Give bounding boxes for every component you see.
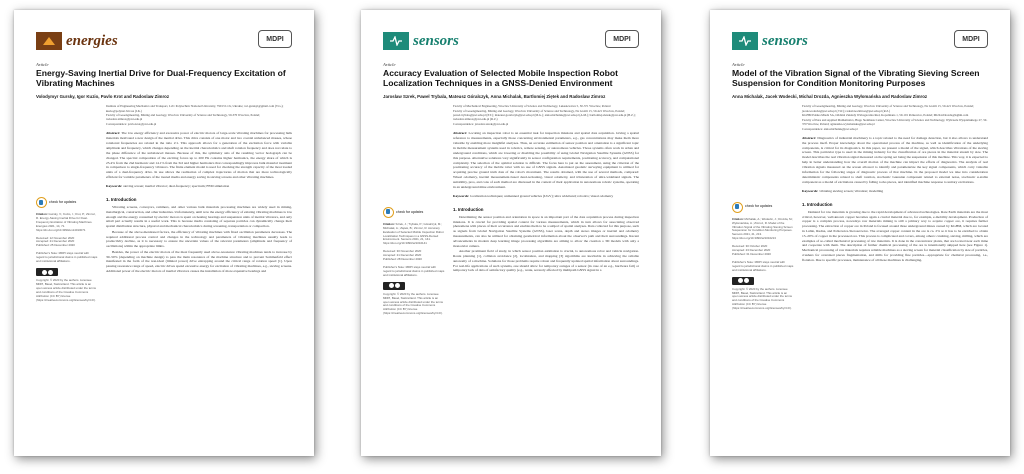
check-updates-icon [383,207,394,218]
article-sidebar [732,202,794,315]
publisher-logo: MDPI [954,30,988,48]
published-date: Published: 25 December 2020 [36,243,75,248]
received-date: Received: 30 October 2020 [732,244,768,249]
affiliation-1: Institute of Engineering Mechanics and Transport, Lviv Polytechnic National University, 79013 Lviv, Ukraine; vol.gurskyi@gmail.com (V.G.); kuzio@polynet.lviv.ua (I.K.) [106,104,284,113]
article-sidebar [383,207,445,320]
abstract [106,131,292,180]
citation [36,213,98,233]
keywords [453,194,639,199]
citation-label: Citation: [383,221,395,226]
keywords [802,189,988,194]
paragraph: Determining the sensor position and orientation in space is an important part of the data acquisition process during inspection missions. It is crucial for providing spatial context for various measurements, which in turn allows for associating observed phenomena with places of their occurrence and enables them to be a subject of spatial analyses. Data collected for this purpose, such as signals from Global Navigation Satellite Systems (GNSS), laser scans, depth and stereo images or inertial and odometry measurements, can also be utilized for obtaining geometrical information about the observer's path and their surroundings. Recent advancements in modern deep learning image processing algorithms are aiming to allow the creation o 3D models with only a monocular camera. [453,214,639,248]
journal-name: sensors [762,32,808,49]
keywords-label: Keywords: [453,193,470,198]
copyright-notice: Copyright: © 2020 by the authors. Licensee MDPI, Basel, Switzerland. This article is an open access article distributed under the terms and conditions of the Creative Commons Attribution (CC BY) license (https://creativecommons.org/licenses/by/4.0/). [383,291,443,316]
cc-by-icon [383,282,405,290]
publisher-logo: MDPI [258,30,292,48]
cc-by-icon [732,277,754,285]
abstract [802,136,988,185]
sensors-logo-icon [732,32,758,50]
keywords-text: vibrating sieving screen; vibration; modelling [819,188,884,193]
affiliations [453,104,639,126]
journal-logo [36,32,118,50]
article-type: Article [732,62,745,67]
article-sidebar [36,197,98,306]
author-list: Volodymyr Gursky, Igor Kuzio, Pavlo Krot and Radoslaw Zimroz [36,93,170,99]
article-title: Model of the Vibration Signal of the Vibrating Sieving Screen Suspension for Condition Monitoring Purposes [732,68,980,89]
affiliation-4: Correspondence: anna.michalak@pwr.edu.pl [802,126,858,131]
check-updates-label: check for updates [49,199,77,204]
check-updates-badge[interactable] [732,202,794,213]
paper-page-sensors-vibration [710,10,1010,456]
check-updates-label: check for updates [745,204,773,209]
affiliations [106,104,292,126]
publisher-note: Publisher's Note: MDPI stays neutral with regard to jurisdictional claims in published maps and institutional affiliations. [732,259,794,272]
abstract [453,131,639,190]
check-updates-badge[interactable] [36,197,98,208]
publisher-note: Publisher's Note: MDPI stays neutral with regard to jurisdictional claims in published maps and institutional affiliations. [36,251,98,264]
copyright-notice: Copyright: © 2020 by the authors. Licensee MDPI, Basel, Switzerland. This article is an open access article distributed under the terms and conditions of the Creative Commons Attribution (CC BY) license (https://creativecommons.org/licenses/by/4.0/). [732,286,792,311]
affiliation-2: Faculty of Geoengineering, Mining and Geology, Wroclaw University of Science and Technology, 50-370 Wroclaw, Poland; radoslaw.zimroz@pwr.edu.pl [106,113,260,122]
paragraph: Besides, the power of the electric motors of the most frequently used above-resonance vibrating machines tends to increase by 30–50% (depending on machine design) to pass the main resonance of the machine structure and to prevent Sommerfeld effect manifested in the form of the non-ideal (limited power) drive entrapping around the critical range of rotation speed [1]. Upon passing resonance range of speed, electric drives spend excessive energy for excitation of vibrating machines, e.g., sieving screens. Additional power of the electric motors of inertial vibrators causes the installation of more expensive bearings and [106,249,292,273]
check-updates-icon [732,202,743,213]
accepted-date: Accepted: 23 December 2020 [732,248,771,253]
accepted-date: Accepted: 21 December 2020 [36,239,75,244]
citation-text: Gursky, V.; Kuzio, I.; Krot, P.; Zimroz, R. Energy-Saving Inertial Drive for Dual-Frequency Excitation of Vibrating Machines. Energies 2021, 14, 71. https://dx.doi.org/10.3390/en14010071 [36,212,96,232]
citation-label: Citation: [36,212,48,217]
published-date: Published: 31 December 2020 [732,251,771,256]
page-header [732,30,988,56]
article-type: Article [36,62,49,67]
affiliation-3: Correspondence: pavlo.krot@pwr.edu.pl [106,121,157,126]
body-text-column [106,197,292,306]
check-updates-badge[interactable] [383,207,445,218]
dates [36,237,98,249]
article-type: Article [383,62,396,67]
affiliation-2: KGHM Polska Miedz SA, Oddzial Zaklady Wzbogacania Rud, Kopalniana 1, 59-101 Polkowice, Poland; Michal.Drozda@kghm.com [802,113,969,118]
paper-page-energies [14,10,314,456]
received-date: Received: 12 November 2020 [36,235,75,240]
citation [732,218,794,241]
check-updates-icon [36,197,47,208]
paragraph: Demand for raw materials is growing due to the rapid development of advanced technologies. Rare Earth materials are the most critical, however, well-known copper becomes again a crucial material due to, for example, e-mobility development. Production of copper is a complex process, nowadays raw materials mining is still a primary way to acquire copper ore, it requires further processing. The extraction of copper ore in Poland is focused around three underground mines owned by KGHM, which are located in Lubin, Rudna, and Polkowice-Sieroszowice. The averaged copper content in the ore is ca. 2% so it has to be enriched to obtain 15–20% of copper in the processed ore. This process is complicated and covers, among others: crushing, sieving, milling, which are examples of so-called mechanical processing of raw materials. It is done in the concentrator plants, that are located near each mine and cooperate with them. The description of further chemical processing of the ore is intentionally skipped here (see Figure 1). Mechanical processing of raw materials requires reliable machines as a sieving screen for material classification by size of particles, crushers for oversized pieces fragmentation, and mills for providing fine particles—appropriate for chemical processing, i.e., flotation. Due to specific processes, maintenance of all these machines is challenging. [802,209,988,262]
keywords-text: sieving screen; inertial vibrator; dual-frequency; spectrum; FEM simulation [123,184,230,189]
section-heading: 1. Introduction [453,206,484,212]
author-list: Anna Michalak, Jacek Wodecki, Michal Drozda, Agnieszka Wyłomańska and Radoslaw Zimroz [732,93,928,99]
keywords-label: Keywords: [106,184,123,189]
journal-name: energies [66,32,118,49]
abstract-text: The low energy efficiency and excessive power of electric motors of large-scale vibrating machines for processing bulk materials motivated a new design of the inertial drive. This drive consists of one motor and two coaxial unbalanced masses, whose rotational frequencies are related in the ratio 2:1. This approach allows for a generation of the excitation force with variable amplitude and frequency, which changes depending on the inertial characteristics and shaft rotation frequency and does not relate to the phase difference of the unbalanced masses. Because of this, the symmetry axis of the resulting vector hodograph can be changed. The spectral composition of the exciting forces up to 200 Hz contains higher harmonics, the energy share of which is 25.4% from the 2nd harmonic and 14.1% from the 3rd and higher harmonics that correspondingly improves bulk material treatment in comparison to single-frequency vibrators. The finite element model is used for checking the strength capacity of the most loaded units of a dual-frequency drive. In use allows the realization of complex trajectories of motion that are more technologically efficient for variable parameters of the treated media and energy saving in sieving screens and other vibrating machines. [106,131,293,180]
abstract-label: Abstract: [802,135,817,140]
sensors-logo-icon [383,32,409,50]
dates [732,245,794,257]
section-heading: 1. Introduction [802,201,833,207]
check-updates-label: check for updates [396,209,424,214]
article-title: Accuracy Evaluation of Selected Mobile Inspection Robot Localization Techniques in a GNSS-Denied Environment [383,68,618,89]
copyright-notice: Copyright: © 2020 by the authors. Licensee MDPI, Basel, Switzerland. This article is an open access article distributed under the terms and conditions of the Creative Commons Attribution (CC BY) license (https://creativecommons.org/licenses/by/4.0/). [36,278,96,302]
affiliation-1: Faculty of Mechanical Engineering, Wroclaw University of Science and Technology, Lukasiewicza 5, 50-371 Wroclaw, Poland [453,104,611,109]
abstract-text: Locating an inspection robot is an essential task for inspection missions and spatial data acquisition. Giving a spatial reference to measurements, especially those concerning environmental parameters, e.g., gas concentrations may make them more valuable by enabling more insightful analyses. Thus, an accurate estimation of sensor position and orientation is a significant topic in mobile measurement systems used in robotics, remote sensing, or autonomous vehicles. Those systems often work in urban and underground conditions, which are lowering or disabling the possibility of using Global Navigation Satellite Systems (GNSS) for this purpose. Alternative solutions vary significantly in sensor configuration requirements, positioning accuracy, and computational complexity. The selection of the optimal solution is difficult. The focus here is put on the assessment, using the criterion of the positioning accuracy of the mobile robot with no use of GNSS signals. Automated geodetic surveying equipment is utilized for acquiring precise ground truth data of the robot's movement. The results obtained, with the use of several methods, compared: Wheel odometry, inertial measurement-based dead-reckoning, visual odometry, and trilateration of ultra-wideband signals. The suitability, pros, and cons of each method are discussed in the context of their application in autonomous robotic systems, operating in an underground mine environment. [453,131,639,190]
paragraph: Because of the above-mentioned factors, the efficiency of vibrating machines with fixed oscillation parameters decreases. The required additional process control and changes in the technology and parameters of vibrating machines usually leads to productivity decline, as it is necessary to ensure the uncertain values of the relevant parameters (amplitude and frequency of oscillations) within the appropriate limits. [106,229,292,249]
paragraph: Vibrating screens, conveyors, rammers, and other various bulk materials processing machines are widely used in mining, metallurgical, construction, and other industries. Unfortunately, until now the energy efficiency of existing vibrating machines is low enough and the energy consumed by electric motors is spent on heating bearings and suspension units of inertial vibrators, and only small part actually results in a useful work. This is because media consisting of separate particles can dynamically change their spatial distribution structure, physical and mechanical characteristics during screening, transportation or compaction. [106,205,293,229]
citation [383,223,445,246]
body-text-column [453,207,639,320]
publisher-logo: MDPI [605,30,639,48]
journal-logo [732,32,808,50]
received-date: Received: 30 November 2020 [383,249,422,254]
accepted-date: Accepted: 21 December 2020 [383,253,422,258]
journal-name: sensors [413,32,459,49]
citation-label: Citation: [732,216,744,221]
dates [383,250,445,262]
abstract-label: Abstract: [453,131,468,136]
citation-text: Michalak, A.; Wodecki, J.; Drozda, M.; Wyłomańska, A.; Zimroz, R. Model of the Vibration Signal of the Vibrating Sieving Screen Suspension for Condition Monitoring Purposes. Sensors 2021, 21, 213. https://doi.org/10.3390/s21010213 [732,216,794,241]
abstract-text: Diagnostics of industrial machinery is a topic related to the need for damage detection, but it also allows to understand the process itself. Proper knowledge about the operational process of the machine, as well as identification of the underlying components, is critical for its diagnostics. In this paper, we present a model of the signal, which describes vibrations of the sieving screen. This particular type is used in the mining industry for the classification of ore pieces in the material stream by size. The model describes the real vibration signal measured on the spring set being the suspension of this machine. This way, it is expected to help in better understanding how the overall motion of the machine can impact the efforts of diagnostics. The analysis of real vibration signals measured on the screen allowed to identify and parameterize the key signal components, which carry valuable information for the following stages of diagnostic process of that machine. In the proposed model we take into consideration deterministic components related to shaft rotation, stochastic Gaussian component related to external noise, stochastic α-stable component as a model of excitations caused by falling rocks pieces, and identified machine response to unitary excitations. [802,135,988,184]
paragraph: Another prominent field of study, in which sensor position estimation is crucial, is autonomous robot and vehicle navigation. Route planning [1], collision avoidance [2], localization, and mapping [3] algorithms are inevitable in achieving the reliable autonomy of a machine. Solutions for those problems require robust and frequently updated spatial information about surroundings. For real-life applications of such systems, one should allow for temporary outages of a sensor (in case of an e.g., hardware fail) or temporary lack of data of satisfactory quality (e.g., weak, severely affected by multipath GNSS signal in a [453,249,639,273]
affiliation-2: Faculty of Geoengineering, Mining and Geology, Wroclaw University of Science and Technology, Na Grobli 15, 50-421 Wroclaw, Poland; pawel.trybala@pwr.edu.pl (P.T.); mateusz.goralczyk@pwr.edu.pl (M.G.); anna.michalak@pwr.edu.pl (A.M.); bartlomiej.zietek@pwr.edu.pl (B.Z.); radoslaw.zimroz@pwr.edu.pl (R.Z.) [453,109,636,122]
affiliation-1: Faculty of Geoengineering, Mining and Geology, Wroclaw University of Science and Technology, Na Grobli 15, 50-421 Wroclaw, Poland; jacek.wodecki@pwr.edu.pl (J.W.); radoslaw.zimroz@pwr.edu.pl (R.Z.) [802,104,974,113]
keywords-label: Keywords: [802,188,819,193]
affiliations [802,104,988,130]
cc-by-icon [36,268,58,276]
abstract-label: Abstract: [106,131,121,136]
journal-logo [383,32,459,50]
keywords [106,184,292,189]
citation-text: Szrek, J.; Trybala, P.; Góralczyk, M.; Michalak, A.; Ziętek, B.; Zimroz, R. Accuracy Evaluation of Selected Mobile Inspection Robot Localization Techniques in a GNSS-Denied Environment. Sensors 2021, 21, 141. https://doi.org/10.3390/s21010141 [383,221,444,246]
keywords-text: localization techniques; unmanned ground vehicles (UGV); ultra wideband; robotics; visual odometry [470,193,614,198]
page-header [36,30,292,56]
energies-logo-icon [36,32,62,50]
article-title: Energy-Saving Inertial Drive for Dual-Frequency Excitation of Vibrating Machines [36,68,286,89]
author-list: Jaroslaw Szrek, Pawel Trybala, Mateusz Góralczyk, Anna Michalak, Bartlomiej Ziętek and Radoslaw Zimroz [383,93,606,99]
affiliation-3: Correspondence: jaroslaw.szrek@pwr.edu.pl [453,121,509,126]
page-header [383,30,639,56]
paper-page-sensors-localization [361,10,661,456]
published-date: Published: 28 December 2020 [383,257,422,262]
publisher-note: Publisher's Note: MDPI stays neutral with regard to jurisdictional claims in published maps and institutional affiliations. [383,265,445,277]
affiliation-3: Faculty of Pure and Applied Mathematics, Hugo Steinhaus Center, Wroclaw University of Science and Technology, Wybrzeże Wyspiańskiego 27, 50-370 Wroclaw, Poland; agnieszka.wylomanska@pwr.edu.pl [802,117,988,126]
section-heading: 1. Introduction [106,197,137,203]
body-text-column [802,202,988,315]
